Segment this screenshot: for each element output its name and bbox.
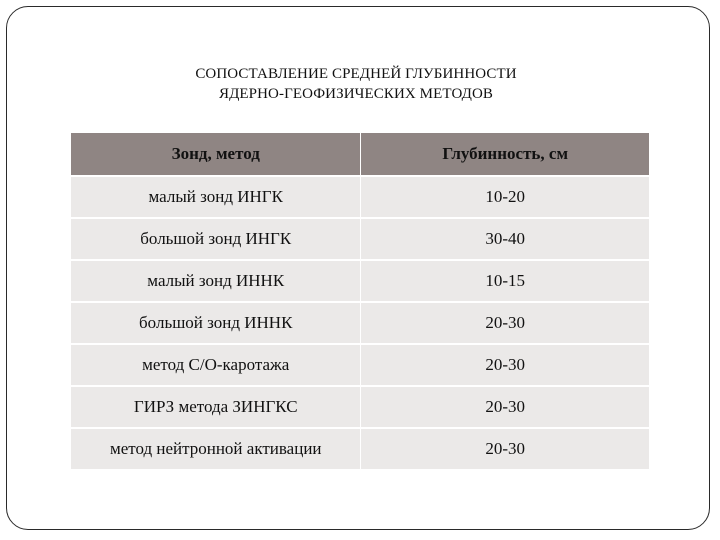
cell-method: метод нейтронной активации	[71, 428, 361, 469]
cell-method: метод С/О-каротажа	[71, 344, 361, 386]
header-method: Зонд, метод	[71, 133, 361, 176]
cell-depth: 20-30	[361, 386, 649, 428]
cell-depth: 20-30	[361, 302, 649, 344]
cell-method: малый зонд ИННК	[71, 260, 361, 302]
page-title	[0, 64, 712, 104]
cell-method: большой зонд ИНГК	[71, 218, 361, 260]
cell-method: большой зонд ИННК	[71, 302, 361, 344]
table-row	[71, 176, 649, 218]
title-line-1: СОПОСТАВЛЕНИЕ СРЕДНЕЙ ГЛУБИННОСТИ	[195, 66, 517, 82]
header-depth: Глубинность, см	[361, 133, 649, 176]
cell-method: малый зонд ИНГК	[71, 176, 361, 218]
cell-method: ГИРЗ метода ЗИНГКС	[71, 386, 361, 428]
cell-depth: 10-20	[361, 176, 649, 218]
cell-depth: 30-40	[361, 218, 649, 260]
table-row	[71, 218, 649, 260]
cell-depth: 10-15	[361, 260, 649, 302]
cell-depth: 20-30	[361, 428, 649, 469]
table-row	[71, 386, 649, 428]
title-line-2: ЯДЕРНО-ГЕОФИЗИЧЕСКИХ МЕТОДОВ	[218, 86, 494, 102]
cell-depth: 20-30	[361, 344, 649, 386]
table-row	[71, 260, 649, 302]
table-row	[71, 428, 649, 469]
table-row	[71, 302, 649, 344]
table-row	[71, 344, 649, 386]
depth-comparison-table	[71, 133, 649, 469]
table-header-row	[71, 133, 649, 176]
